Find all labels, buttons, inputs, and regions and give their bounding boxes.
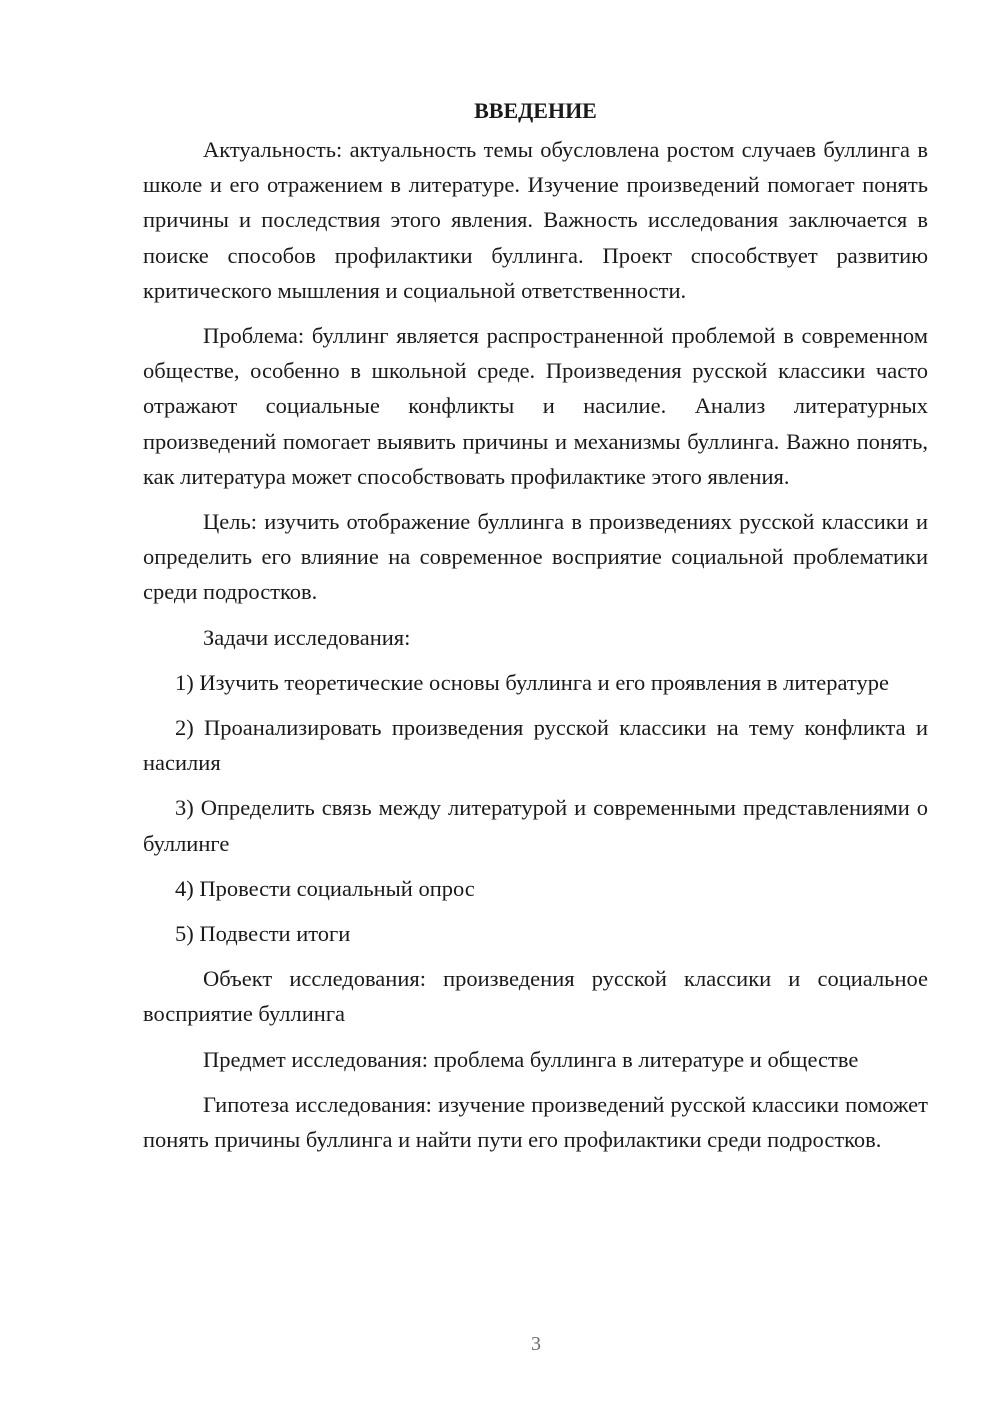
paragraph-problem: Проблема: буллинг является распространенной проблемой в современном обществе, особенно в школьной среде. Произведения русской классики часто отражают социальные конфликты и насилие. Анализ литературных произведений помогает выявить причины и механизмы буллинга. Важно понять, как литература может способствовать профилактике этого явления. [143,323,928,489]
paragraph-hypothesis: Гипотеза исследования: изучение произведений русской классики поможет понять причины буллинга и найти пути его профилактики среди подростков. [143,1091,928,1153]
paragraph-object: Объект исследования: произведения русской классики и социальное восприятие буллинга [143,966,928,1027]
tasks-intro: Задачи исследования: [203,624,411,650]
task-item-1: 1) Изучить теоретические основы буллинга и его проявления в литературе [175,669,889,695]
document-page [143,96,928,1167]
page-number: 3 [531,1333,541,1355]
task-item-4: 4) Провести социальный опрос [175,875,475,901]
paragraph-goal: Цель: изучить отображение буллинга в произведениях русской классики и определить его влияние на современное восприятие социальной проблематики среди подростков. [143,509,928,605]
task-item-3: 3) Определить связь между литературой и современными представлениями о буллинге [143,795,928,856]
task-item-5: 5) Подвести итоги [175,921,351,947]
page-title: ВВЕДЕНИЕ [474,98,597,123]
paragraph-subject: Предмет исследования: проблема буллинга в литературе и обществе [203,1046,859,1072]
paragraph-relevance: Актуальность: актуальность темы обусловлена ростом случаев буллинга в школе и его отражением в литературе. Изучение произведений помогает понять причины и последствия этого явления. Важность исследования заключается в поиске способов профилактики буллинга. Проект способствует развитию критического мышления и социальной ответственности. [143,137,928,303]
task-item-2: 2) Проанализировать произведения русской классики на тему конфликта и насилия [143,715,928,776]
